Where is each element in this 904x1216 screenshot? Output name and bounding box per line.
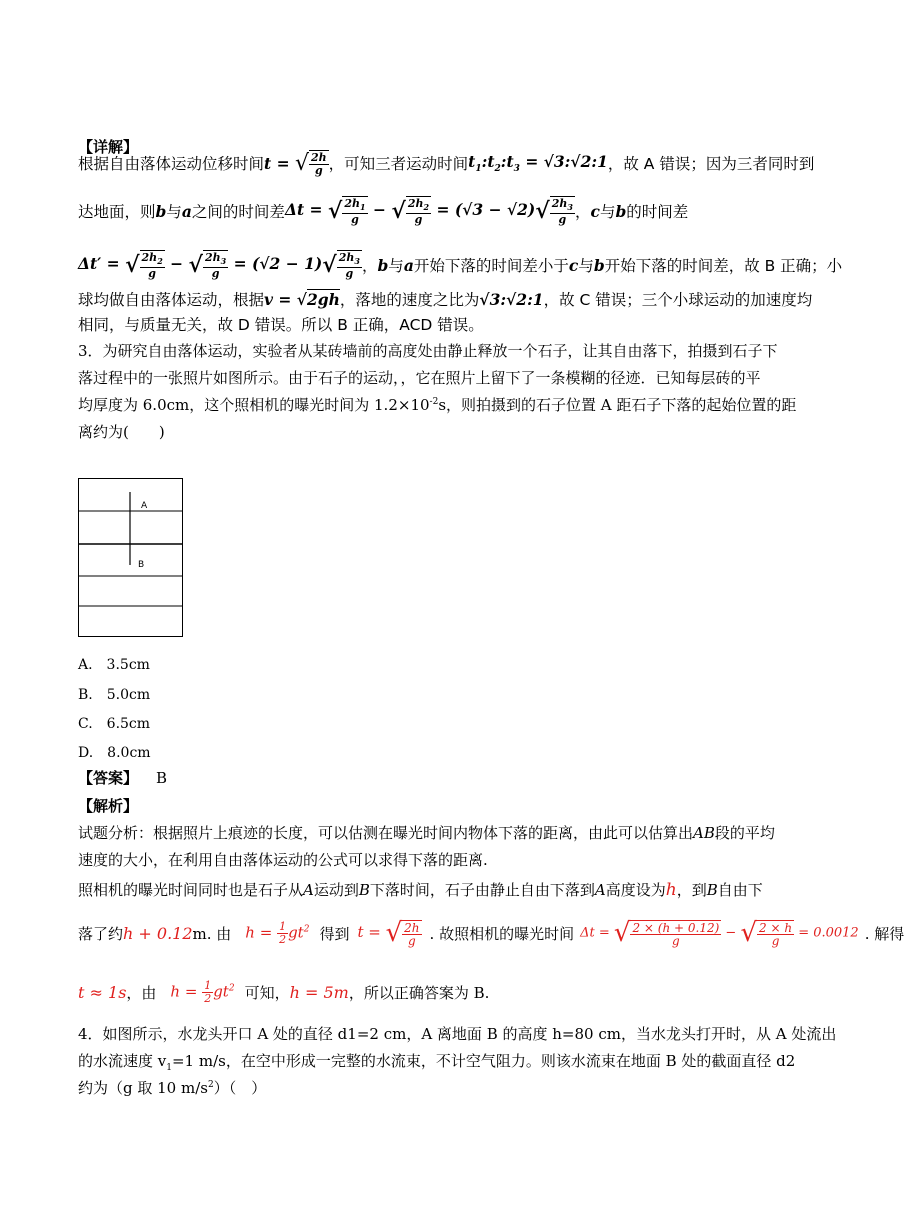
- text: 可知，: [244, 983, 290, 1002]
- text: 与: [578, 257, 594, 275]
- text: m. 由: [192, 924, 232, 943]
- text: ，所以正确答案为 B.: [348, 983, 490, 1002]
- text: 之间的时间差: [191, 203, 285, 221]
- red-expr: h + 0.12: [123, 923, 193, 943]
- label-a: A: [141, 501, 148, 511]
- text: 试题分析：根据照片上痕迹的长度，可以估测在曝光时间内物体下落的距离，由此可以估算出: [78, 824, 694, 842]
- text: 均厚度为 6.0cm，这个照相机的曝光时间为 1.2×10: [78, 396, 430, 414]
- red-var-h: h: [665, 880, 677, 900]
- red-formula-h-2: h = $\frac{1}{2}$ $gt^2$: [170, 978, 235, 1005]
- q4-line-1: 4．如图所示，水龙头开口 A 处的直径 d1=2 cm，A 离地面 B 的高度 h=80 cm，当水龙头打开时，从 A 处流出: [78, 1025, 837, 1043]
- answer-line: [78, 767, 167, 788]
- red-formula-t: t = √ $\frac{2h}{g}$: [357, 918, 420, 948]
- option-b: B. 5.0cm: [78, 687, 151, 703]
- q4-line-3: [78, 1077, 266, 1098]
- analysis-line-3: [78, 879, 763, 900]
- text: ，故 C 错误；三个小球运动的加速度均: [543, 291, 813, 309]
- var: c: [590, 201, 600, 221]
- text: . 解得: [864, 924, 904, 943]
- analysis-line-5: [78, 972, 489, 1012]
- text: 自由下: [717, 881, 763, 899]
- formula-delta-t: Δt = √ $\frac{2h_1}{g}$ − √ $\frac{2h_2}{g}$ = (√3 − √2)√ $\frac{2h_3}{g}$: [284, 196, 573, 227]
- text: 达地面，则: [78, 203, 156, 221]
- q3-line-3: [78, 394, 796, 415]
- analysis-heading: 【解析】: [78, 797, 139, 815]
- formula-ratio: $t_1:t_2:t_3$ = √3:√2:1: [468, 151, 608, 175]
- formula-t: t =: [264, 153, 295, 173]
- text: ，故 A 错误；因为三者同时到: [607, 155, 815, 173]
- superscript: -2: [429, 397, 439, 407]
- red-expr: h = 5m: [289, 982, 349, 1002]
- text: 根据自由落体运动位移时间: [78, 155, 265, 173]
- text: 与: [599, 203, 616, 221]
- answer-value: B: [156, 769, 168, 787]
- text: 开始下落的时间差，故 B 正确；小: [604, 257, 843, 275]
- text: ，由: [126, 983, 157, 1002]
- text: 球均做自由落体运动，根据: [78, 291, 265, 309]
- q3-line-4: 离约为( ): [78, 423, 165, 441]
- text: ，落地的速度之比为: [339, 291, 480, 309]
- option-a: A. 3.5cm: [78, 657, 150, 673]
- var: b: [593, 255, 605, 275]
- text: 高度设为: [605, 881, 666, 899]
- text: 运动到: [313, 881, 359, 899]
- detail-line-5: 相同，与质量无关，故 D 错误。所以 B 正确，ACD 错误。: [78, 316, 484, 334]
- superscript: 2: [207, 1080, 214, 1090]
- analysis-line-2: 速度的大小，在利用自由落体运动的公式可以求得下落的距离.: [78, 851, 488, 869]
- text: 段的平均: [714, 824, 775, 842]
- red-formula-h: h = $\frac{1}{2}$ $gt^2$: [245, 919, 310, 946]
- text: 落了约: [78, 924, 124, 943]
- var: AB: [693, 824, 715, 842]
- var: B: [358, 881, 370, 899]
- text: 开始下落的时间差小于: [413, 257, 569, 275]
- var: b: [615, 201, 627, 221]
- text: . 故照相机的曝光时间: [429, 924, 575, 943]
- text: ）（ ）: [213, 1079, 267, 1097]
- formula-v: v = √2gh: [264, 289, 340, 309]
- var: b: [155, 201, 167, 221]
- red-formula-delta-t: Δt = √ $\frac{2 \times (h + 0.12)}{g}$ − √ $\frac{2 \times h}{g}$ = 0.0012: [580, 918, 859, 948]
- text: 与: [388, 257, 404, 275]
- q3-line-1: 3．为研究自由落体运动，实验者从某砖墙前的高度处由静止释放一个石子，让其自由落下，拍摄到石子下: [78, 342, 778, 360]
- brick-wall-figure: [78, 478, 184, 638]
- q4-line-2: [78, 1050, 795, 1073]
- label-b: B: [138, 560, 145, 570]
- red-expr: t ≈ 1s: [78, 982, 127, 1002]
- text: ，: [574, 203, 591, 221]
- var: A: [303, 881, 314, 899]
- text: 与: [166, 203, 182, 221]
- text: 约为（g 取 10 m/s: [78, 1079, 208, 1097]
- option-c: C. 6.5cm: [78, 716, 151, 732]
- text: =1 m/s，在空中形成一完整的水流束，不计空气阻力。则该水流束在地面 B 处的截面直径 d2: [171, 1052, 796, 1070]
- text: 下落时间，石子由静止自由下落到: [369, 881, 595, 899]
- var: b: [377, 255, 389, 275]
- var: B: [706, 881, 718, 899]
- text: ，到: [676, 881, 707, 899]
- subscript: 1: [166, 1063, 172, 1073]
- formula-sqrt-2h-g: √ $\frac{2h}{g}$: [294, 150, 327, 177]
- detail-line-1: [78, 146, 814, 180]
- var: a: [403, 255, 414, 275]
- analysis-line-1: [78, 822, 775, 843]
- detail-line-4: [78, 286, 812, 312]
- detail-line-2: [78, 193, 688, 229]
- text: 的水流速度 v: [78, 1052, 167, 1070]
- option-d: D. 8.0cm: [78, 745, 151, 761]
- q3-line-2: 落过程中的一张照片如图所示。由于石子的运动，，它在照片上留下了一条模糊的径迹．已知每层砖的平: [78, 369, 761, 387]
- detail-line-3: [78, 247, 842, 283]
- var: a: [181, 201, 192, 221]
- detail-heading: 【详解】: [78, 138, 139, 156]
- text: 得到: [319, 924, 350, 943]
- text: ，: [361, 257, 378, 275]
- var: A: [594, 881, 606, 899]
- text: 照相机的曝光时间同时也是石子从: [78, 881, 304, 899]
- text: 的时间差: [626, 203, 689, 221]
- analysis-line-4: [78, 908, 904, 958]
- text: s，则拍摄到的石子位置 A 距石子下落的起始位置的距: [438, 396, 797, 414]
- text: ，可知三者运动时间: [328, 155, 469, 173]
- var: c: [568, 255, 579, 275]
- formula-v-ratio: √3:√2:1: [479, 289, 544, 309]
- answer-label: 【答案】: [78, 769, 139, 787]
- formula-delta-t-prime: Δt′ = √ $\frac{2h_2}{g}$ − √ $\frac{2h_3}{g}$ = (√2 − 1)√ $\frac{2h_3}{g}$: [78, 250, 360, 281]
